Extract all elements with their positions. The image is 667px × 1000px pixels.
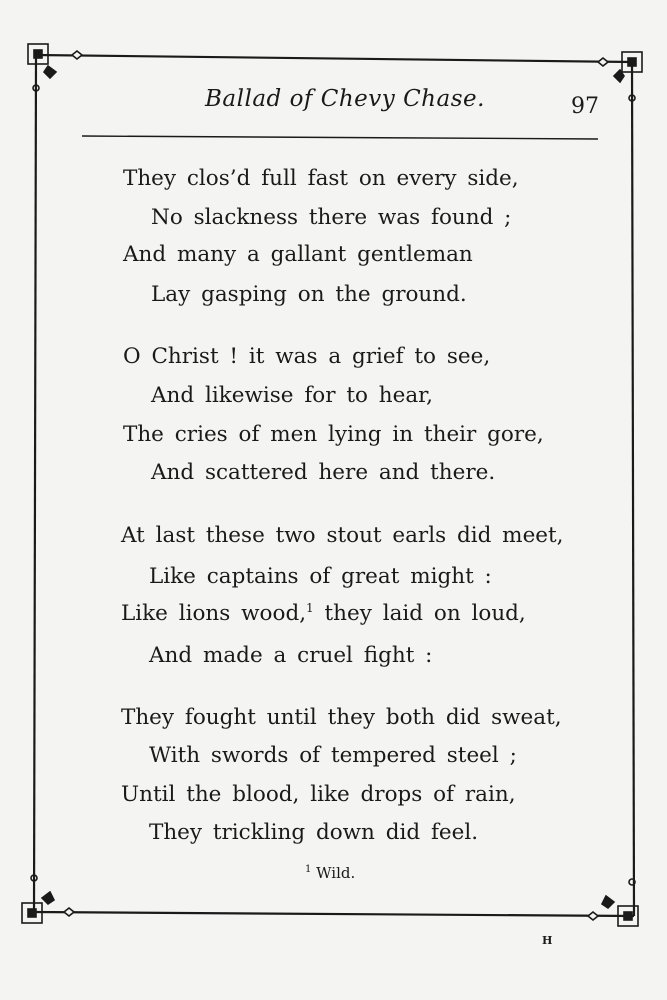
verse-line-text: Like lions wood,: [121, 601, 307, 626]
verse-line: And many a gallant gentleman: [123, 242, 473, 267]
verse-line-continuation: they laid on loud,: [313, 601, 526, 626]
page-number: 97: [571, 94, 599, 119]
verse-line: Until the blood, like drops of rain,: [121, 782, 516, 807]
verse-line: And likewise for to hear,: [151, 383, 433, 408]
verse-line: And scattered here and there.: [151, 460, 496, 485]
footnote-reference: 1: [306, 600, 314, 615]
corner-ornament-bottom-left-icon: [22, 875, 74, 923]
verse-line: And made a cruel fight :: [149, 643, 433, 668]
verse-line: Lay gasping on the ground.: [151, 282, 467, 307]
footnote-text: Wild.: [311, 864, 356, 882]
verse-line: At last these two stout earls did meet,: [121, 523, 564, 548]
footnote: [305, 864, 355, 882]
verse-line: The cries of men lying in their gore,: [123, 422, 544, 447]
verse-line-with-footnote: [121, 600, 526, 626]
footnote-marker: 1: [305, 864, 312, 875]
verse-line: With swords of tempered steel ;: [149, 743, 517, 768]
corner-ornament-top-right-icon: [598, 52, 642, 101]
verse-line: Like captains of great might :: [149, 564, 492, 589]
running-title: Ballad of Chevy Chase.: [205, 86, 485, 112]
signature-mark: H: [542, 934, 553, 947]
verse-line: They trickling down did feel.: [149, 820, 479, 845]
verse-line: O Christ ! it was a grief to see,: [123, 344, 491, 369]
corner-ornament-bottom-right-icon: [588, 879, 638, 926]
verse-line: They clos’d full fast on every side,: [123, 166, 519, 191]
verse-line: They fought until they both did sweat,: [121, 705, 562, 730]
verse-line: No slackness there was found ;: [151, 205, 512, 230]
